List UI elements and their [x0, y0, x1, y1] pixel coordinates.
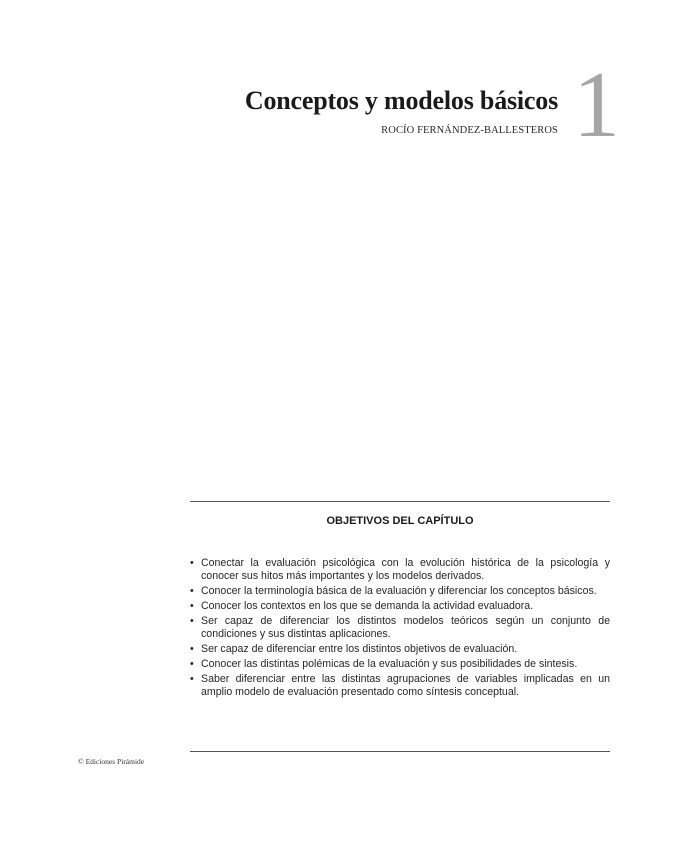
bullet-marker: • — [190, 642, 194, 655]
chapter-author: ROCÍO FERNÁNDEZ-BALLESTEROS — [381, 125, 558, 136]
objective-item — [190, 658, 610, 671]
objective-text: Ser capaz de diferenciar entre los distintos objetivos de evaluación. — [201, 642, 518, 655]
bullet-marker: • — [190, 615, 194, 628]
chapter-title: Conceptos y modelos básicos — [244, 86, 558, 115]
objective-text: Conocer la terminología básica de la evaluación y diferenciar los conceptos básicos. — [201, 584, 597, 597]
objective-text: Ser capaz de diferenciar los distintos modelos teóricos según un conjunto de condiciones y sus distintas aplicaciones. — [201, 615, 610, 640]
bullet-marker: • — [190, 673, 194, 686]
bullet-marker: • — [190, 599, 194, 612]
chapter-number: 1 — [573, 53, 620, 157]
bullet-marker: • — [190, 584, 194, 597]
objective-text: Conectar la evaluación psicológica con la evolución histórica de la psicología y conocer sus hitos más importantes y los modelos derivados. — [201, 557, 610, 582]
objectives-top-rule — [190, 501, 610, 502]
bullet-marker: • — [190, 658, 194, 671]
objective-text: Conocer las distintas polémicas de la evaluación y sus posibilidades de sintesis. — [201, 658, 578, 671]
objective-item — [190, 557, 610, 582]
objective-item — [190, 643, 610, 656]
objective-text: Conocer los contextos en los que se demanda la actividad evaluadora. — [201, 599, 534, 612]
objective-item — [190, 585, 610, 598]
objectives-list — [190, 557, 610, 701]
objective-text: Saber diferenciar entre las distintas agrupaciones de variables implicadas en un amplio modelo de evaluación presentado como síntesis conceptual. — [201, 673, 610, 698]
objectives-bottom-rule — [190, 751, 610, 752]
objective-item — [190, 673, 610, 698]
objective-item — [190, 600, 610, 613]
objectives-heading: OBJETIVOS DEL CAPÍTULO — [326, 515, 474, 527]
copyright-footer: © Ediciones Pirámide — [78, 757, 145, 766]
objective-item — [190, 615, 610, 640]
bullet-marker: • — [190, 557, 194, 569]
